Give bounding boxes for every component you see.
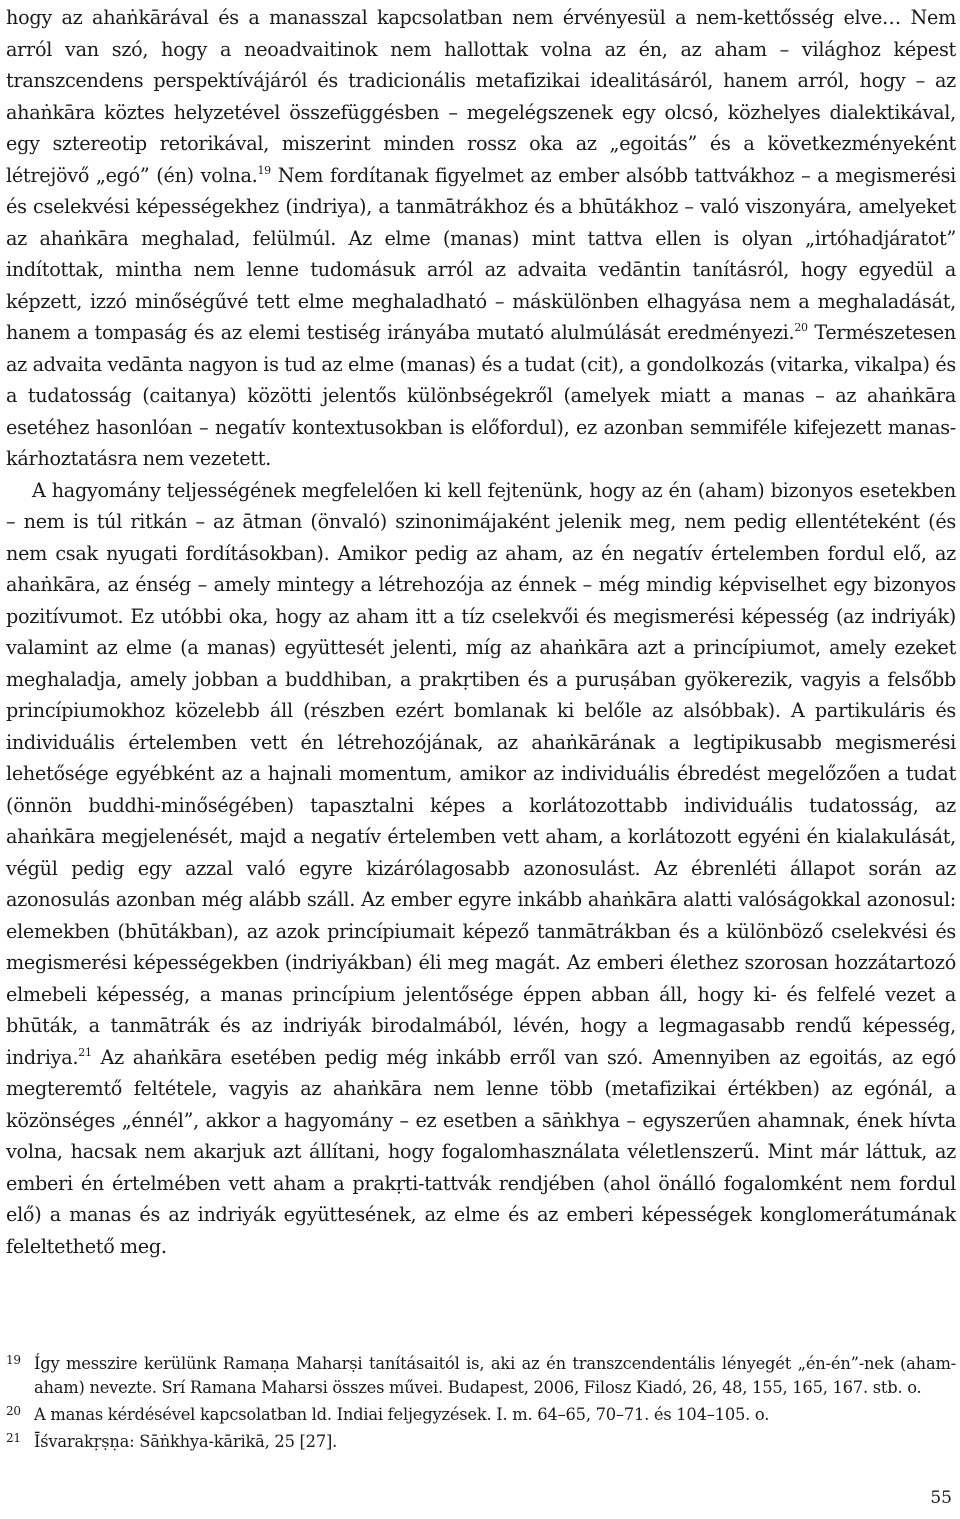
paragraph-2-part-a: A hagyomány teljességének megfelelően ki kell fejtenünk, hogy az én (aham) bizonyos esetekben – nem is túl ritkán – az ātman (önvaló) szinonimájaként jelenik meg, nem pedig ellentéteként (és nem csak nyugati fordításokban). Amikor pedig az aham, az én negatív értelemben fordul elő, az ahaṅkāra, az énség – amely mintegy a létrehozója az énnek – még mindig képviselhet egy bizonyos pozitívumot. Ez utóbbi oka, hogy az aham itt a tíz cselekvői és megismerési képesség (az indriyák) valamint az elme (a manas) együttesét jelenti, míg az ahaṅkāra azt a princípiumot, amely ezeket meghaladja, amely jobban a buddhiban, a prakṛtiben és a puruṣában gyökerezik, vagyis a felsőbb princípiumokhoz közelebb áll (részben ezért bomlanak ki belőle az alsóbbak). A partikuláris és individuális értelemben vett én létrehozójának, az ahaṅkārának a legtipikusabb megismerési lehetősége egyébként az a hajnali momentum, amikor az individuális ébredést megelőzően a tudat (önnön buddhi-minőségében) tapasztalni képes a korlátozottabb individuális tudatosság, az ahaṅkāra megjelenését, majd a negatív értelemben vett aham, a korlátozott egyéni én kialakulását, végül pedig egy azzal való egyre kizárólagosabb azonosulást. Az ébrenléti állapot során az azonosulás azonban még alább száll. Az ember egyre inkább ahaṅkāra alatti valóságokkal azonosul: elemekben (bhūtákban), az azok princípiumait képező tanmātrákban és a különböző cselekvési és megismerési képességekben (indriyákban) éli meg magát. Az emberi élethez szorosan hozzátartozó elmebeli képesség, a manas princípium jelentősége éppen abban áll, hogy ki- és felfelé vezet a bhūták, a tanmātrák és az indriyák birodalmából, lévén, hogy a legmagasabb rendű képesség, indriya. (6, 478, 956, 1069)
footnote-text: Īśvarakṛṣṇa: Sāṅkhya-kārikā, 25 [27]. (34, 1432, 338, 1451)
footnote-ref-20[interactable]: 20 (794, 321, 808, 334)
paragraph-2-part-b: Az ahaṅkāra esetében pedig még inkább erről van szó. Amennyiben az egoitás, az egó megteremtő feltétele, vagyis az ahaṅkāra nem lenne több (metafizikai értékben) az egónál, a közönséges „énnél”, akkor a hagyomány – ez esetben a sāṅkhya – egyszerűen ahamnak, ének hívta volna, hacsak nem akarjuk azt állítani, hogy fogalomhasználata véletlenszerű. Mint már láttuk, az emberi én értelmében vett aham a prakṛti-tattvák rendjében (ahol önálló fogalomként nem fordul elő) a manas és az indriyák együttesének, az elme és az emberi képességek konglomerátumának feleltethető meg. (6, 1045, 956, 1258)
paragraph-1 (6, 2, 956, 475)
paragraph-1-part-b: Nem fordítanak figyelmet az ember alsóbb tattvákhoz – a megismerési és cselekvési képességekhez (indriya), a tanmātrákhoz és a bhūtákhoz – való viszonyára, amelyeket az ahaṅkāra meghalad, felülmúl. Az elme (manas) mint tattva ellen is olyan „irtóhadjáratot” indítottak, mintha nem lenne tudomásuk arról az advaita vedāntin tanításról, hogy egyedül a képzett, izzó minőségűvé tett elme meghaladható – máskülönben elhagyása nem a meghaladását, hanem a tompaság és az elemi testiség irányába mutató alulmúlását eredményezi. (6, 163, 956, 344)
page-number: 55 (930, 1488, 952, 1508)
paragraph-2 (6, 475, 956, 1263)
footnote-number: 19 (6, 1353, 21, 1367)
footnote-ref-19[interactable]: 19 (257, 163, 271, 177)
footnote-19 (6, 1352, 956, 1400)
footnote-20 (6, 1403, 956, 1427)
footnote-text: Így messzire kerülünk Ramaṇa Maharṣi tanításaitól is, aki az én transzcendentális lényegét „én-én”-nek (aham-aham) nevezte. Srí Ramana Maharsi összes művei. Budapest, 2006, Filosz Kiadó, 26, 48, 155, 165, 167. stb. o. (34, 1354, 956, 1397)
footnote-ref-21[interactable]: 21 (78, 1045, 92, 1059)
footnote-21 (6, 1430, 956, 1454)
footnote-number: 20 (6, 1404, 21, 1418)
paragraph-1-part-c: Természetesen az advaita vedānta nagyon is tud az elme (manas) és a tudat (cit), a gondolkozás (vitarka, vikalpa) és a tudatosság (caitanya) közötti jelentős különbségekről (amelyek miatt a manas – az ahaṅkāra esetéhez hasonlóan – negatív kontextusokban is előfordul), ez azonban semmiféle kifejezett manas-kárhoztatásra nem vezetett. (6, 321, 957, 470)
footnotes (6, 1352, 956, 1457)
footnote-number: 21 (6, 1431, 21, 1445)
footnote-text: A manas kérdésével kapcsolatban ld. Indiai feljegyzések. I. m. 64–65, 70–71. és 104–105. o. (34, 1405, 770, 1424)
paragraph-1-part-a: hogy az ahaṅkārával és a manasszal kapcsolatban nem érvényesül a nem-kettősség elve… Nem arról van szó, hogy a neoadvaitinok nem hallottak volna az én, az aham – világhoz képest transzcendens perspektívájáról és tradicionális metafizikai idealitásáról, hanem arról, hogy – az ahaṅkāra köztes helyzetével összefüggésben – megelégszenek egy olcsó, közhelyes dialektikával, egy sztereotip retorikával, miszerint minden rossz oka az „egoitás” és a következményeként létrejövő „egó” (én) volna. (6, 6, 956, 187)
page-body (6, 2, 956, 1262)
